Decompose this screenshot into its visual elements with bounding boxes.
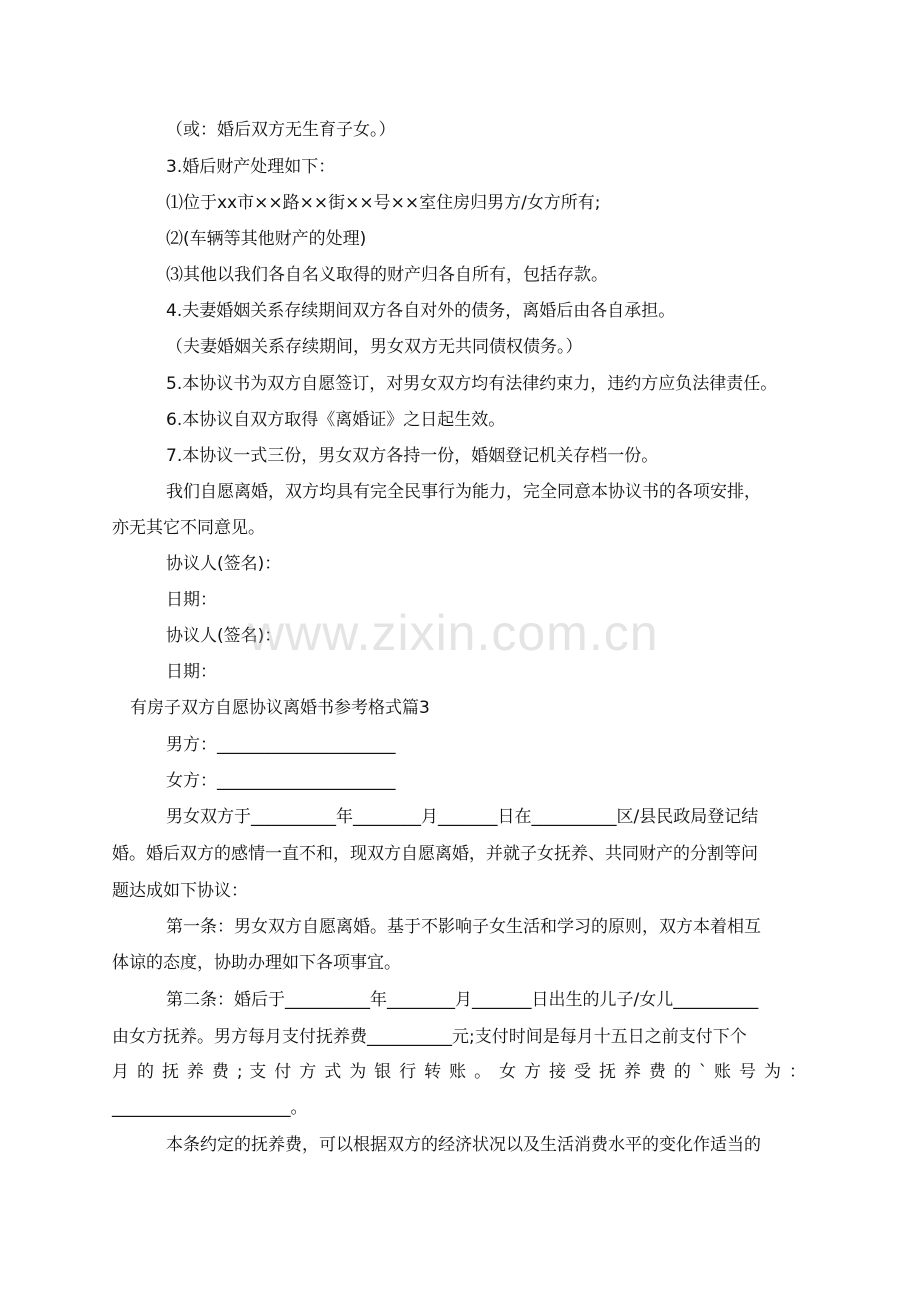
text-line: 第一条：男女双方自愿离婚。基于不影响子女生活和学习的原则，双方本着相互 [166,917,761,937]
text-line: 由女方抚养。男方每月支付抚养费__________元;支付时间是每月十五日之前支付下个 [112,1027,747,1047]
text-line: （或：婚后双方无生育子女。） [166,120,396,140]
text-line: 6.本协议自双方取得《离婚证》之日起生效。 [166,410,506,430]
text-line: 4.夫妻婚姻关系存续期间双方各自对外的债务，离婚后由各自承担。 [166,301,676,321]
text-line: 日期： [166,590,217,610]
text-line: ⑶其他以我们各自名义取得的财产归各自所有，包括存款。 [166,265,608,285]
text-line: 7.本协议一式三份，男女双方各持一份，婚姻登记机关存档一份。 [166,446,659,466]
text-line: ⑴位于xx市××路××街××号××室住房归男方/女方所有; [166,193,601,213]
text-line: 我们自愿离婚，双方均具有完全民事行为能力，完全同意本协议书的各项安排， [166,482,761,502]
text-line: 月 的 抚 养 费 ; 支 付 方 式 为 银 行 转 账 。 女 方 接 受 抚 养 费 的 ` 账 号 为 ： [112,1062,806,1082]
text-line: 亦无其它不同意见。 [112,518,265,538]
text-line: ⑵(车辆等其他财产的处理) [166,229,367,249]
text-line: 女方：_____________________ [166,771,396,791]
text-line: 第二条：婚后于__________年________月_______日出生的儿子/女儿__________ [166,990,759,1010]
text-line: 题达成如下协议： [112,881,248,901]
section-heading: 有房子双方自愿协议离婚书参考格式篇3 [130,698,430,718]
text-line: 婚。婚后双方的感情一直不和，现双方自愿离婚，并就子女抚养、共同财产的分割等问 [112,844,758,864]
text-line: 5.本协议书为双方自愿签订，对男女双方均有法律约束力，违约方应负法律责任。 [166,374,778,394]
text-line: 本条约定的抚养费，可以根据双方的经济状况以及生活消费水平的变化作适当的 [166,1135,761,1155]
text-line: 日期： [166,662,217,682]
text-line: _____________________。 [112,1098,308,1118]
text-line: 男方：_____________________ [166,735,396,755]
text-line: 男女双方于__________年________月_______日在__________区/县民政局登记结 [166,807,759,827]
text-line: （夫妻婚姻关系存续期间，男女双方无共同债权债务。） [166,337,583,357]
text-line: 协议人(签名)： [166,554,282,574]
text-line: 体谅的态度，协助办理如下各项事宜。 [112,953,401,973]
text-line: 3.婚后财产处理如下： [166,157,336,177]
text-line: 协议人(签名)： [166,626,282,646]
watermark: www.zixin.com.cn [248,605,659,661]
